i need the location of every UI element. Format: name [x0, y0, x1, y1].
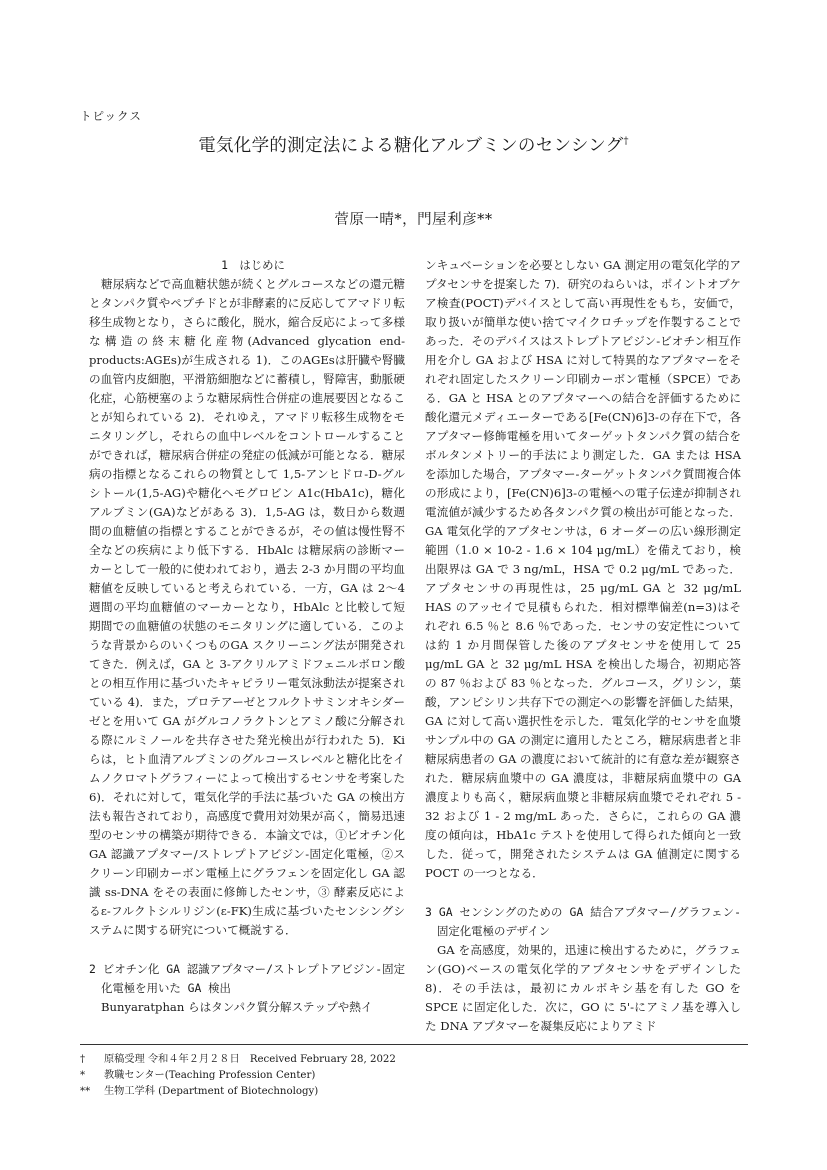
- footnote-mark: †: [80, 1054, 86, 1065]
- authors: 菅原一晴*，門屋利彦**: [334, 212, 493, 228]
- footnote-item: [80, 1052, 396, 1068]
- footnote-text: 生物工学科 (Department of Biotechnology): [104, 1086, 319, 1097]
- title-footnote-mark: †: [623, 136, 629, 148]
- footnote-text: 教職センター(Teaching Profession Center): [104, 1070, 316, 1081]
- footnote-mark: *: [80, 1070, 86, 1081]
- footnote-text: 原稿受理 令和４年２月２８日 Received February 28, 2022: [104, 1054, 396, 1065]
- section-2-heading: 2 ビオチン化 GA 認識アプタマー/ストレプトアビジン-固定化電極を用いた GA 検出: [89, 962, 405, 995]
- section-3-heading: 3 GA センシングのための GA 結合アプタマー/グラフェン-固定化電極のデザイン: [425, 905, 741, 938]
- title-text: 電気化学的測定法による糖化アルブミンのセンシング: [198, 136, 624, 156]
- section-2-paragraph-start: Bunyaratphan らはタンパク質分解ステップや熱イ: [101, 1000, 373, 1014]
- left-column: [89, 256, 405, 1017]
- section-1-paragraph: 糖尿病などで高血糖状態が続くとグルコースなどの還元糖とタンパク質やペプチドとが非酵素的に反応してアマドリ転移生成物となり，さらに酸化，脱水，縮合反応によって多様な構造の終末糖化産物(Advanced glycation end-products:AGEs)が生成される 1)．このAGEsは肝臓や腎臓の血管内皮細胞，平滑筋細胞などに蓄積し，腎障害，動脈硬化症，心筋梗塞のような糖尿病性合併症の進展要因となることが知られている 2)．それゆえ，アマドリ転移生成物をモニタリングし，それらの血中レベルをコントロールすることができれば，糖尿病合併症の発症の低減が可能となる．糖尿病の指標となるこれらの物質として 1,5-アンヒドロ-D-グルシトール(1,5-AG)や糖化ヘモグロビン A1c(HbA1c)，糖化アルブミン(GA)などがある 3)．1,5-AG は，数日から数週間の血糖値の指標とすることができるが，その値は慢性腎不全などの疾病により低下する．HbAlc は糖尿病の診断マーカーとして一般的に使われており，過去 2-3 か月間の平均血糖値を反映していると考えられている．一方，GA は 2～4 週間の平均血糖値のマーカーとなり，HbAlc と比較して短期間での血糖値の状態のモニタリングに適している．このような背景からのいくつものGA スクリーニング法が開発されてきた．例えば，GA と 3-アクリルアミドフェニルボロン酸との相互作用に基づいたキャピラリー電気泳動法が提案されている 4)．また，プロテアーゼとフルクトサミンオキシダーゼとを用いて GA がグルコノラクトンとアミノ酸に分解される際にルミノールを共存させた発光検出が行われた 5)．Ki らは，ヒト血清アルブミンのグルコースレベルと糖化比をイムノクロマトグラフィーによって検出するセンサを考案した 6)．それに対して，電気化学的手法に基づいた GA の検出方法も報告されており，高感度で費用対効果が高く，簡易迅速型のセンサの構築が期待できる．本論文では，①ビオチン化 GA 認識アプタマー/ストレプトアビジン-固定化電極，②スクリーン印刷カーボン電極上にグラフェンを固定化し GA 認識 ss-DNA をその表面に修飾したセンサ，③ 酵素反応によるε-フルクトシルリジン(ε-FK)生成に基づいたセンシングシステムに関する研究について概説する．: [89, 277, 405, 937]
- category-label: トピックス: [80, 109, 142, 123]
- section-2-paragraph-continued: ンキュベーションを必要としない GA 測定用の電気化学的アプタセンサを提案した 7)．研究のねらいは，ポイントオブケア検査(POCT)デバイスとして高い再現性をもち，安価で，取り扱いが簡単な使い捨てマイクロチップを作製することであった．そのデバイスはストレプトアビジン-ビオチン相互作用を介し GA および HSA に対して特異的なアプタマーをそれぞれ固定したスクリーン印刷カーボン電極（SPCE）である．GA と HSA とのアプタマーへの結合を評価するために酸化還元メディエーターである[Fe(CN)6]3-の存在下で，各アプタマー修飾電極を用いてターゲットタンパク質の結合をボルタンメトリー的手法により測定した．GA または HSA を添加した場合，アプタマー-ターゲットタンパク質間複合体の形成により，[Fe(CN)6]3-の電極への電子伝達が抑制され電流値が減少するため各タンパク質の検出が可能となった．GA 電気化学的アプタセンサは，6 オーダーの広い線形測定範囲（1.0 × 10-2 - 1.6 × 104 μg/mL）を備えており，検出限界は GA で 3 ng/mL，HSA で 0.2 μg/mL であった．アプタセンサの再現性は，25 μg/mL GA と 32 μg/mL HAS のアッセイで見積もられた．相対標準偏差(n=3)はそれぞれ 6.5 ％と 8.6 ％であった．センサの安定性については約 1 か月間保管した後のアプタセンサを使用して 25 μg/mL GA と 32 μg/mL HSA を検出した場合，初期応答の 87 ％および 83 ％となった．グルコース，グリシン，葉酸，アンピシリン共存下での測定への影響を評価した結果，GA に対して高い選択性を示した．電気化学的センサを血漿サンプル中の GA の測定に適用したところ，糖尿病患者と非糖尿病患者の GA の濃度において統計的に有意な差が観察された．糖尿病血漿中の GA 濃度は，非糖尿病血漿中の GA 濃度よりも高く，糖尿病血漿と非糖尿病血漿でそれぞれ 5 - 32 および 1 - 2 mg/mL あった．さらに，これらの GA 濃度の傾向は，HbA1c テストを使用して得られた傾向と一致した．従って，開発されたシステムは GA 値測定に関する POCT の一つとなる．: [425, 258, 741, 880]
- footnote-item: [80, 1084, 396, 1100]
- section-1-heading: 1 はじめに: [221, 258, 285, 272]
- footnotes: [80, 1052, 396, 1100]
- section-3-paragraph: GA を高感度，効果的，迅速に検出するために，グラフェン(GO)ベースの電気化学的アプタセンサをデザインした 8)．その手法は，最初にカルボキシ基を有した GO を SPCE に固定化した．次に，GO に 5'-にアミノ基を導入した DNA アプタマーを凝集反応によりアミド: [425, 943, 741, 1033]
- footnote-rule: [80, 1044, 748, 1045]
- footnote-item: [80, 1068, 396, 1084]
- page-title: [0, 132, 827, 157]
- footnote-mark: **: [80, 1086, 91, 1097]
- right-column: [425, 256, 741, 1036]
